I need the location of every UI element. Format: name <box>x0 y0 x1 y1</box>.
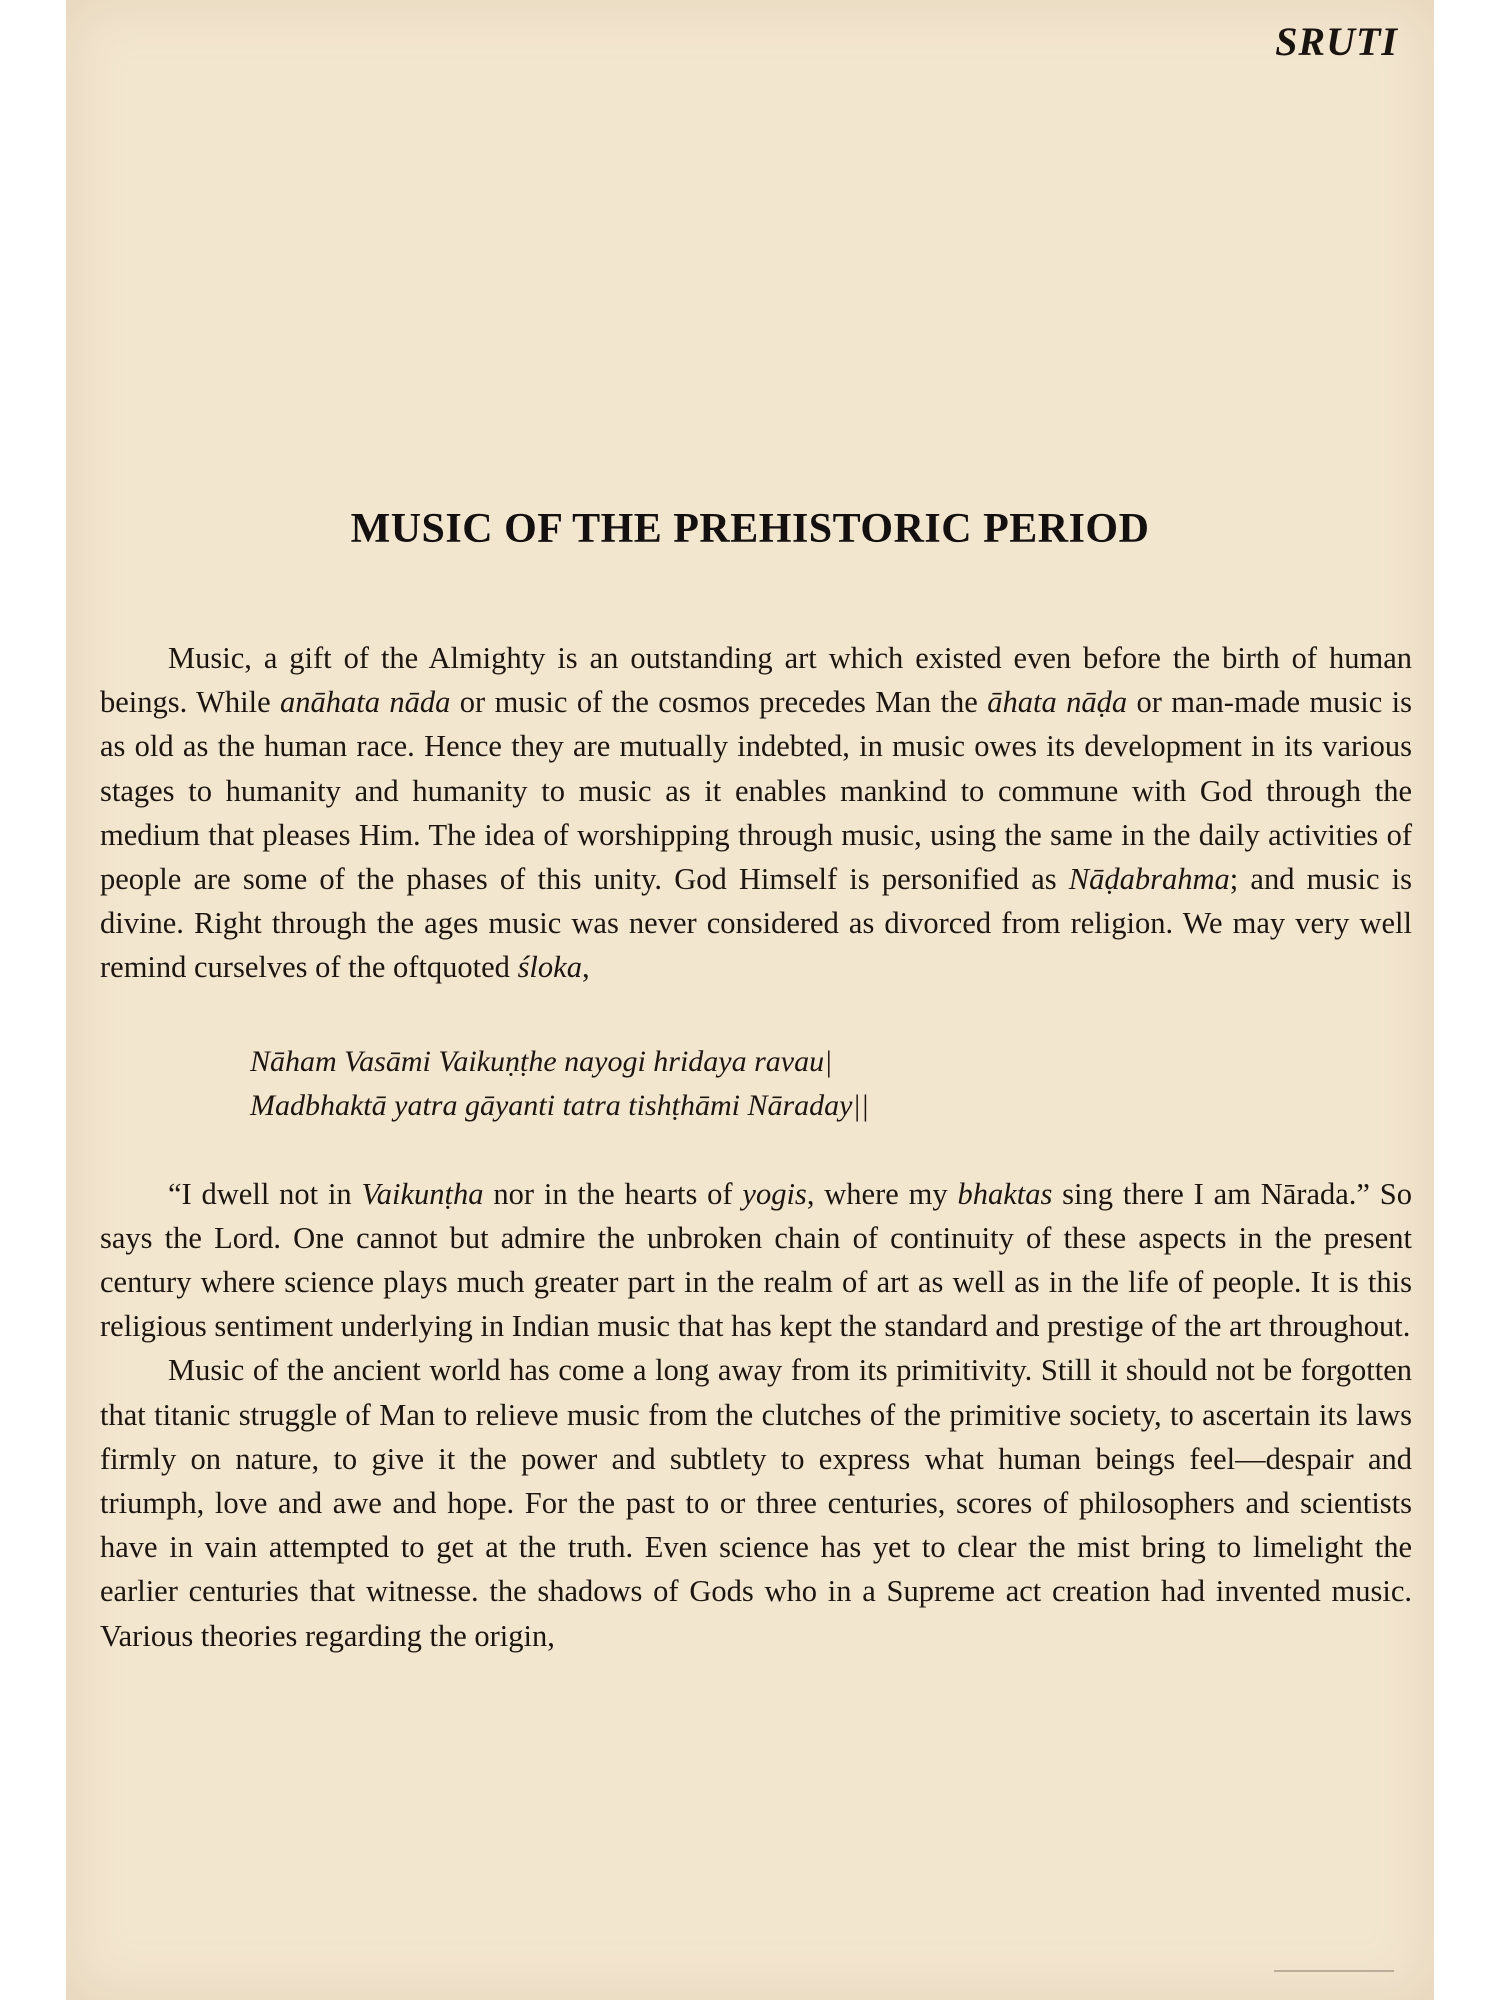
paragraph-2 <box>100 1172 1412 1349</box>
p2-text-2: nor in the hearts of <box>483 1176 743 1211</box>
chapter-title: MUSIC OF THE PREHISTORIC PERIOD <box>350 506 1150 552</box>
p2-term-vaikuntha: Vaikunṭha <box>361 1176 484 1211</box>
running-head: SRUTI <box>1275 19 1398 64</box>
p1-term-anahata: anāhata nāda <box>280 685 451 720</box>
verse-line-2: Madbhaktā yatra gāyanti tatra tishṭhāmi Nāraday|| <box>250 1088 869 1122</box>
p2-text-3: , where my <box>806 1176 958 1211</box>
p1-term-nadabrahma: Nāḍabrahma <box>1068 862 1230 897</box>
p1-text-2: or music of the cosmos precedes Man the <box>450 685 988 720</box>
p1-text-5: , <box>581 950 590 985</box>
p1-text-3: or man-made music is as old as the human race. Hence they are mutually indebted, in music owes its development in its various stages to humanity and humanity to music as it enables mankind to commune with God through the medium that pleases Him. The idea of worshipping through music, using the same in the daily activities of people are some of the phases of this unity. God Himself is personified as <box>100 685 1412 897</box>
p2-text-4: sing there I am Nārada.” So says the Lord. One cannot but admire the unbroken chain of continuity of these aspects in the present century where science plays much greater part in the realm of art as well as in the life of people. It is this religious sentiment underlying in Indian music that has kept the standard and prestige of the art throughout. <box>100 1176 1412 1344</box>
verse-line-1: Nāham Vasāmi Vaikuṇṭhe nayogi hridaya ravau| <box>250 1044 833 1078</box>
book-page <box>66 0 1434 2000</box>
paragraph-1 <box>100 636 1412 990</box>
p2-text-1: “I dwell not in <box>168 1176 362 1211</box>
article-body <box>100 636 1412 1658</box>
page-edge-mark <box>1274 1970 1394 1982</box>
p1-text-4: ; and music is divine. Right through the ages music was never considered as divorced from religion. We may very well remind curselves of the oftquoted <box>100 862 1412 985</box>
p1-text-1: Music, a gift of the Almighty is an outstanding art which existed even before the birth of human beings. While <box>100 641 1412 720</box>
paragraph-3: Music of the ancient world has come a long away from its primitivity. Still it should not be forgotten that titanic struggle of Man to relieve music from the clutches of the primitive society, to ascertain its laws firmly on nature, to give it the power and subtlety to express what human beings feel—despair and triumph, love and awe and hope. For the past to or three centuries, scores of philosophers and scientists have in vain attempted to get at the truth. Even science has yet to clear the mist bring to limelight the earlier centuries that witnesse. the shadows of Gods who in a Supreme act creation had invented music. Various theories regarding the origin, <box>100 1353 1412 1653</box>
p1-term-sloka: śloka <box>517 950 582 985</box>
sloka-verse <box>250 1040 1412 1128</box>
p1-term-ahata: āhata nāḍa <box>987 685 1128 720</box>
p2-term-yogis: yogis <box>742 1176 807 1211</box>
p2-term-bhaktas: bhaktas <box>957 1176 1053 1211</box>
